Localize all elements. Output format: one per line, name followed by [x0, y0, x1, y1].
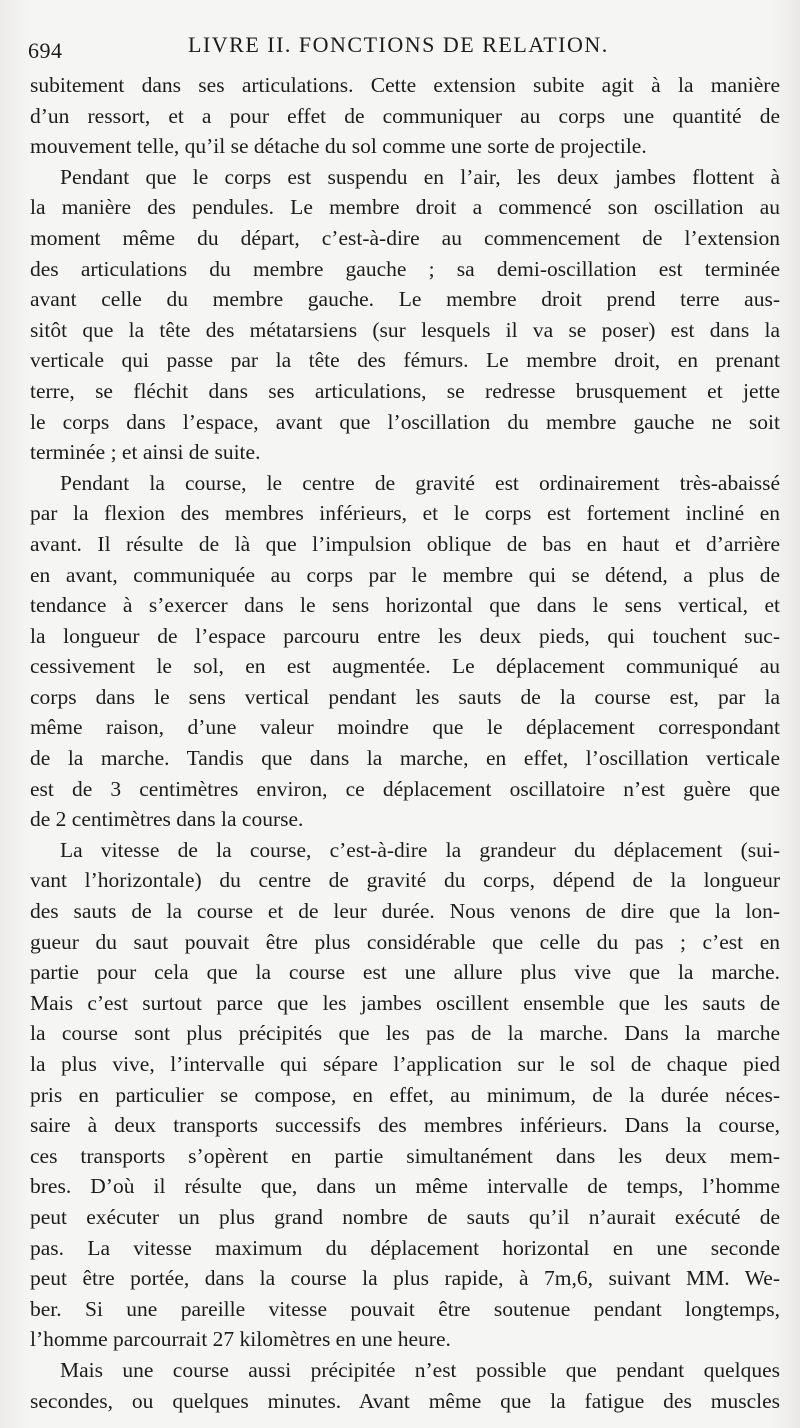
paragraph-3 [30, 468, 780, 835]
text-line: d’un ressort, et a pour effet de communiquer au corps une quantité de [30, 103, 780, 128]
text-line: cessivement le sol, en est augmentée. Le déplacement communiqué au [30, 654, 780, 679]
paragraph-4 [30, 835, 780, 1355]
text-line: ces transports s’opèrent en partie simultanément dans les deux mem- [30, 1143, 780, 1168]
text-line: terminée ; et ainsi de suite. [30, 440, 261, 465]
text-line: Mais c’est surtout parce que les jambes oscillent ensemble que les sauts de [30, 990, 780, 1015]
text-line: des articulations du membre gauche ; sa demi-oscillation est terminée [30, 256, 780, 281]
text-line: des sauts de la course et de leur durée. Nous venons de dire que la lon- [30, 899, 780, 924]
text-line: subitement dans ses articulations. Cette extension subite agit à la manière [30, 73, 780, 97]
text-line: pris en particulier se compose, en effet, au minimum, de la durée néces- [30, 1082, 780, 1107]
text-line: même raison, d’une valeur moindre que le déplacement correspondant [30, 715, 780, 740]
text-line: Pendant la course, le centre de gravité est ordinairement très-abaissé [60, 470, 780, 495]
text-line: tendance à s’exercer dans le sens horizontal que dans le sens vertical, et [30, 593, 780, 618]
text-line: verticale qui passe par la tête des fémurs. Le membre droit, en prenant [30, 348, 780, 373]
text-line: en avant, communiquée au corps par le membre qui se détend, a plus de [30, 562, 780, 587]
page-number: 694 [28, 38, 63, 63]
text-line: Pendant que le corps est suspendu en l’air, les deux jambes flottent à [60, 164, 780, 189]
text-line: vant l’horizontale) du centre de gravité du corps, dépend de la longueur [30, 868, 780, 893]
text-line: Mais une course aussi précipitée n’est possible que pendant quelques [60, 1357, 780, 1382]
text-line: l’homme parcourrait 27 kilomètres en une heure. [30, 1327, 451, 1352]
paragraph-5 [30, 1355, 780, 1416]
text-line: bres. D’où il résulte que, dans un même intervalle de temps, l’homme [30, 1174, 780, 1199]
body-text [30, 70, 780, 1416]
text-line: ber. Si une pareille vitesse pouvait être soutenue pendant longtemps, [30, 1296, 780, 1321]
text-line: de la marche. Tandis que dans la marche, en effet, l’oscillation verticale [30, 746, 780, 771]
text-line: avant celle du membre gauche. Le membre droit prend terre aus- [30, 287, 780, 312]
text-line: le corps dans l’espace, avant que l’oscillation du membre gauche ne soit [30, 409, 780, 434]
running-head: LIVRE II. FONCTIONS DE RELATION. [188, 32, 609, 57]
text-line: la manière des pendules. Le membre droit a commencé son oscillation au [30, 195, 780, 220]
text-line: secondes, ou quelques minutes. Avant même que la fatigue des muscles [30, 1388, 780, 1413]
text-line: la longueur de l’espace parcouru entre les deux pieds, qui touchent suc- [30, 623, 780, 648]
page-header [28, 32, 772, 68]
text-line: partie pour cela que la course est une allure plus vive que la marche. [30, 960, 780, 985]
text-line: corps dans le sens vertical pendant les sauts de la course est, par la [30, 684, 780, 709]
text-line: la plus vive, l’intervalle qui sépare l’application sur le sol de chaque pied [30, 1052, 780, 1076]
text-line: saire à deux transports successifs des membres inférieurs. Dans la course, [30, 1113, 780, 1138]
text-line: mouvement telle, qu’il se détache du sol comme une sorte de projectile. [30, 134, 647, 159]
text-line: gueur du saut pouvait être plus considérable que celle du pas ; c’est en [30, 929, 780, 954]
paragraph-1 [30, 70, 780, 162]
text-line: terre, se fléchit dans ses articulations, se redresse brusquement et jette [30, 378, 780, 403]
text-line: par la flexion des membres inférieurs, et le corps est fortement incliné en [30, 501, 780, 526]
text-line: peut exécuter un plus grand nombre de sauts qu’il n’aurait exécuté de [30, 1204, 780, 1229]
text-line: La vitesse de la course, c’est-à-dire la grandeur du déplacement (sui- [60, 837, 780, 862]
text-line: la course sont plus précipités que les pas de la marche. Dans la marche [30, 1021, 780, 1046]
text-line: sitôt que la tête des métatarsiens (sur lesquels il va se poser) est dans la [30, 317, 780, 342]
text-line: est de 3 centimètres environ, ce déplacement oscillatoire n’est guère que [30, 776, 780, 801]
paragraph-2 [30, 162, 780, 468]
text-line: avant. Il résulte de là que l’impulsion oblique de bas en haut et d’arrière [30, 531, 780, 556]
text-line: pas. La vitesse maximum du déplacement horizontal en une seconde [30, 1235, 780, 1260]
text-line: peut être portée, dans la course la plus rapide, à 7m,6, suivant MM. We- [30, 1266, 780, 1291]
text-line: de 2 centimètres dans la course. [30, 807, 304, 832]
text-line: moment même du départ, c’est-à-dire au commencement de l’extension [30, 225, 780, 250]
